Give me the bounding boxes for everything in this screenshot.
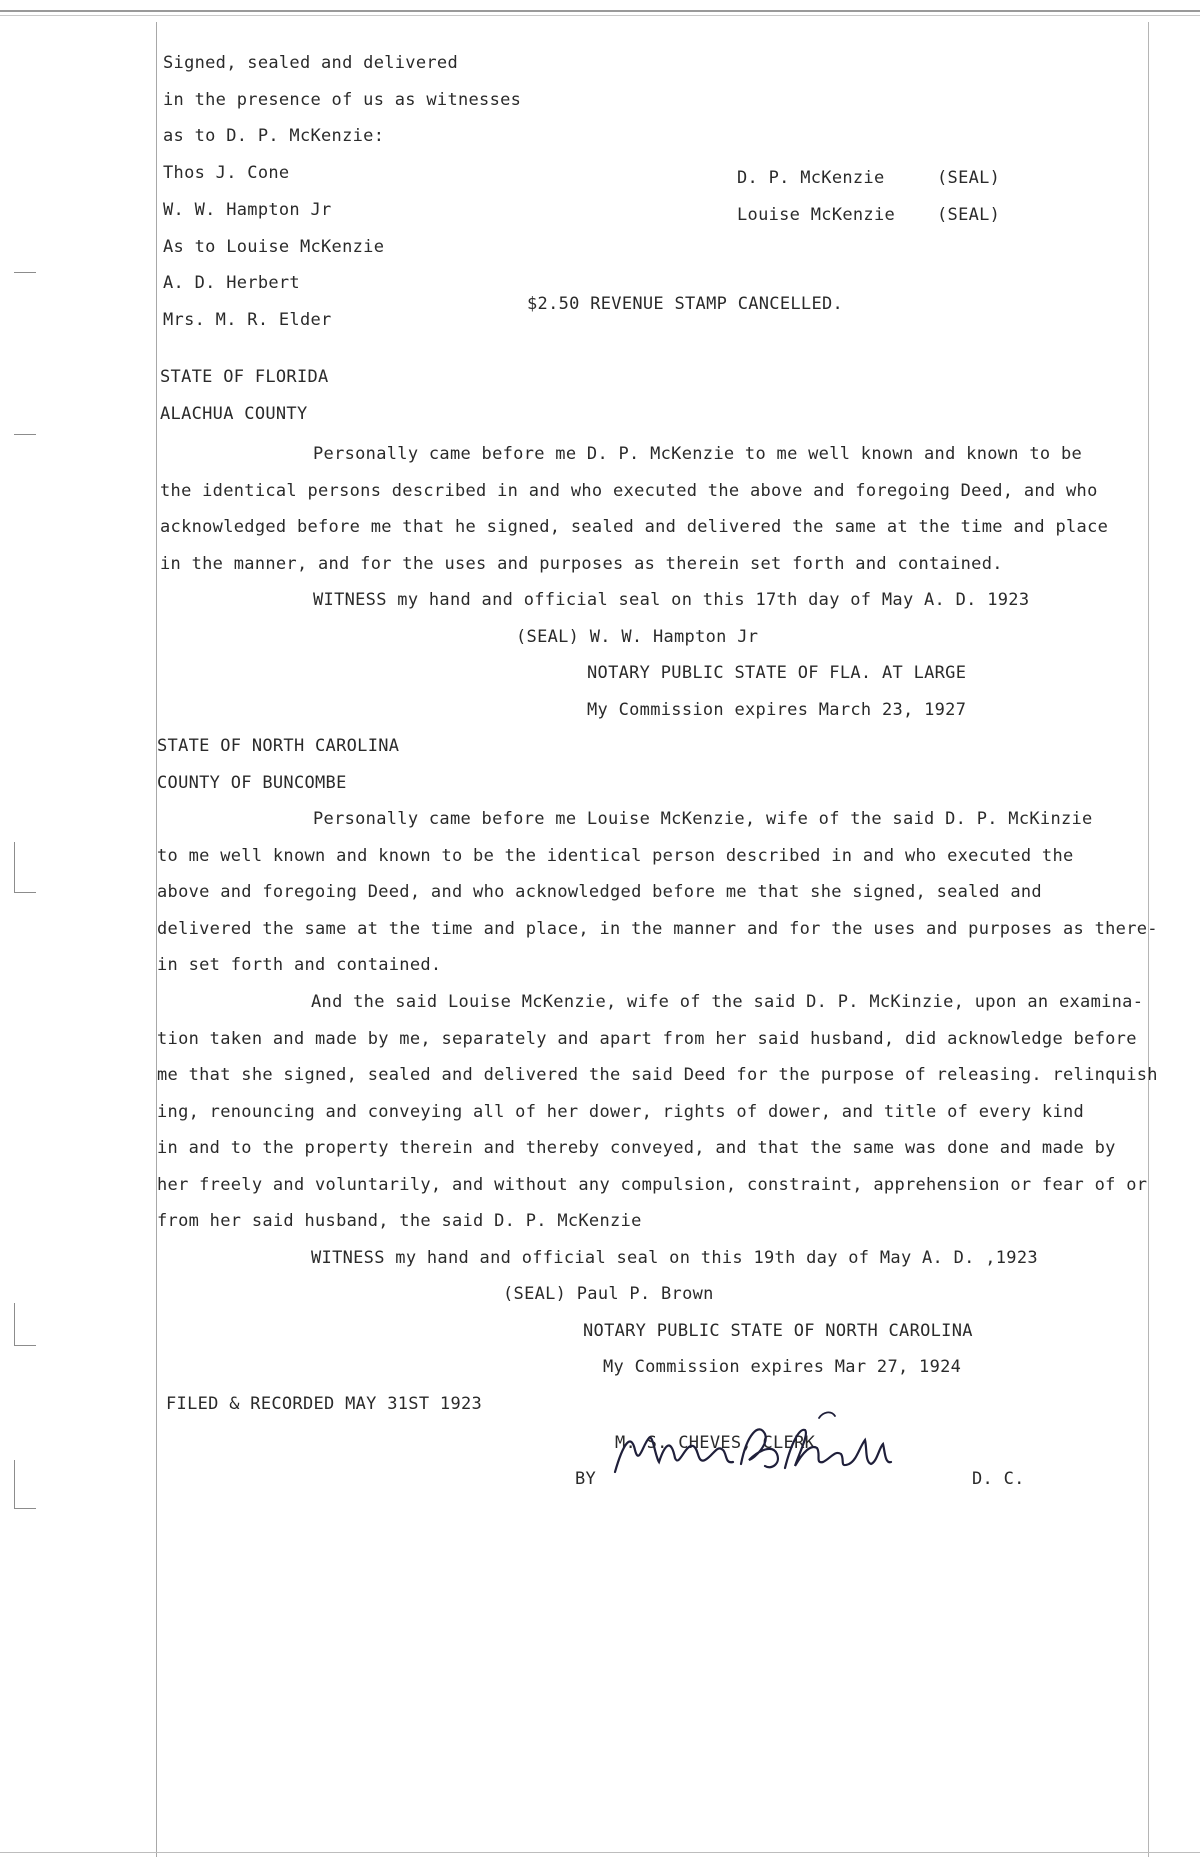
margin-tick (14, 1345, 36, 1346)
ack-county: COUNTY OF BUNCOMBE (157, 773, 347, 793)
margin-tick (14, 1508, 36, 1509)
notary-signature: (SEAL) Paul P. Brown (503, 1284, 714, 1304)
deputy-clerk-label: D. C. (972, 1469, 1025, 1489)
top-rule (0, 10, 1200, 12)
signatory-seal: (SEAL) (937, 168, 1001, 188)
ack-county: ALACHUA COUNTY (160, 404, 308, 424)
signatory-seal: (SEAL) (937, 205, 1001, 225)
witness-name: Thos J. Cone (163, 163, 290, 183)
ack-body-line: in the manner, and for the uses and purposes as therein set forth and contained. (160, 554, 1003, 574)
ack-body-line: Personally came before me D. P. McKenzie to me well known and known to be (313, 444, 1083, 464)
witness-intro-line: as to D. P. McKenzie: (163, 126, 385, 146)
witness-name: As to Louise McKenzie (163, 237, 385, 257)
ack-body-line: to me well known and known to be the identical person described in and who executed the (157, 846, 1074, 866)
witness-intro-line: in the presence of us as witnesses (163, 90, 522, 110)
exam-body-line: in and to the property therein and thereby conveyed, and that the same was done and made by (157, 1138, 1116, 1158)
handwritten-signature (609, 1404, 909, 1484)
margin-tick (14, 1460, 15, 1508)
margin-tick (14, 842, 15, 892)
by-label: BY (575, 1469, 597, 1489)
margin-tick (14, 434, 36, 435)
ack-body-line: Personally came before me Louise McKenzie, wife of the said D. P. McKinzie (313, 809, 1093, 829)
ack-body-line: above and foregoing Deed, and who acknowledged before me that she signed, sealed and (157, 882, 1042, 902)
filed-recorded-note: FILED & RECORDED MAY 31ST 1923 (166, 1394, 483, 1414)
top-rule-secondary (0, 15, 1200, 16)
notary-signature: (SEAL) W. W. Hampton Jr (516, 627, 759, 647)
notary-title: NOTARY PUBLIC STATE OF FLA. AT LARGE (587, 663, 967, 683)
clerk-signature-block (575, 1400, 905, 1489)
ack-state: STATE OF NORTH CAROLINA (157, 736, 400, 756)
revenue-stamp-note: $2.50 REVENUE STAMP CANCELLED. (527, 294, 844, 314)
ack-body-line: acknowledged before me that he signed, sealed and delivered the same at the time and place (160, 517, 1109, 537)
ack-body-line: the identical persons described in and who executed the above and foregoing Deed, and who (160, 481, 1098, 501)
exam-body-line: ing, renouncing and conveying all of her dower, rights of dower, and title of every kind (157, 1102, 1085, 1122)
witness-name: W. W. Hampton Jr (163, 200, 332, 220)
exam-body-line: me that she signed, sealed and delivered the said Deed for the purpose of releasing. relinquish (157, 1065, 1158, 1085)
signatory-name: D. P. McKenzie (737, 168, 885, 188)
margin-tick (14, 892, 36, 893)
exam-body-line: from her said husband, the said D. P. McKenzie (157, 1211, 642, 1231)
margin-tick (14, 272, 36, 273)
witness-intro-line: Signed, sealed and delivered (163, 53, 458, 73)
ack-body-line: in set forth and contained. (157, 955, 442, 975)
ack-witness-line: WITNESS my hand and official seal on this 19th day of May A. D. ,1923 (311, 1248, 1038, 1268)
notary-commission: My Commission expires March 23, 1927 (587, 700, 967, 720)
notary-commission: My Commission expires Mar 27, 1924 (603, 1357, 962, 1377)
notary-title: NOTARY PUBLIC STATE OF NORTH CAROLINA (583, 1321, 973, 1341)
bottom-rule (0, 1852, 1200, 1853)
margin-tick (14, 1303, 15, 1345)
exam-body-line: And the said Louise McKenzie, wife of the said D. P. McKinzie, upon an examina- (311, 992, 1144, 1012)
ack-state: STATE OF FLORIDA (160, 367, 329, 387)
clerk-name: M. S. CHEVES, CLERK (615, 1433, 816, 1453)
signatory-name: Louise McKenzie (737, 205, 896, 225)
witness-name: Mrs. M. R. Elder (163, 310, 332, 330)
exam-body-line: her freely and voluntarily, and without any compulsion, constraint, apprehension or fear of or (157, 1175, 1148, 1195)
ack-body-line: delivered the same at the time and place, in the manner and for the uses and purposes as there- (157, 919, 1158, 939)
exam-body-line: tion taken and made by me, separately and apart from her said husband, did acknowledge before (157, 1029, 1137, 1049)
ack-witness-line: WITNESS my hand and official seal on this 17th day of May A. D. 1923 (313, 590, 1030, 610)
witness-name: A. D. Herbert (163, 273, 300, 293)
